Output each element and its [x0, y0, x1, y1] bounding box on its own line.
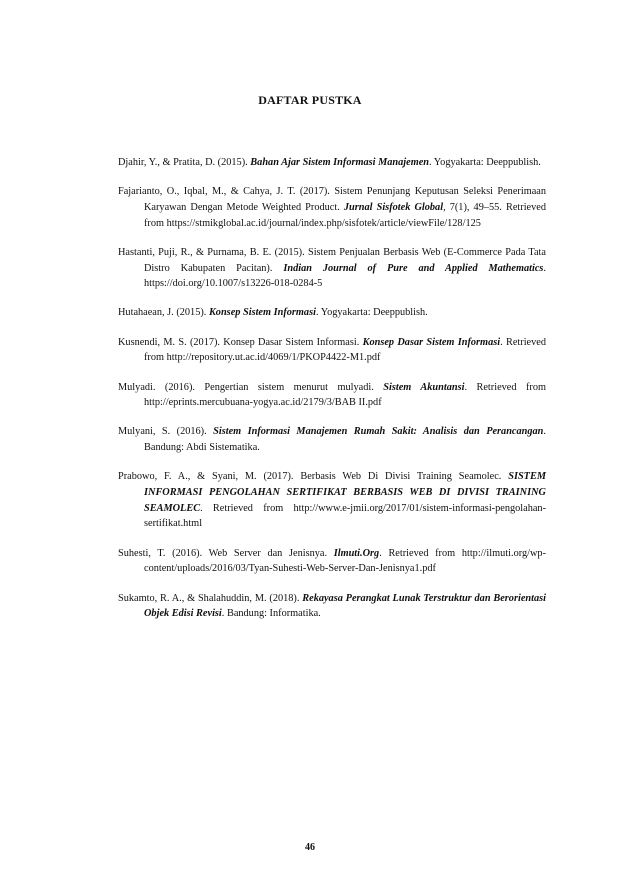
- page-number: 46: [305, 842, 315, 853]
- reference-entry: [118, 335, 546, 366]
- reference-text: Djahir, Y., & Pratita, D. (2015).: [118, 157, 251, 168]
- reference-title: Konsep Dasar Sistem Informasi: [362, 336, 501, 348]
- reference-source: . https://doi.org/10.1007/s13226-018-0284-5: [144, 262, 546, 290]
- reference-source: . Bandung: Informatika.: [221, 608, 321, 620]
- reference-source: , 7(1), 49–55. Retrieved from https://stmikglobal.ac.id/journal/index.php/sisfotek/article/viewFile/128/125: [144, 201, 546, 229]
- reference-title: Bahan Ajar Sistem Informasi Manajemen: [250, 157, 430, 168]
- reference-title: Rekayasa Perangkat Lunak Terstruktur dan Berorientasi Objek Edisi Revisi: [144, 592, 547, 620]
- reference-source: . Yogyakarta: Deeppublish.: [315, 307, 428, 319]
- reference-entry: [118, 184, 546, 231]
- reference-entry: [118, 155, 546, 171]
- reference-entry: [118, 546, 546, 577]
- reference-entry: [118, 305, 546, 321]
- reference-source: . Yogyakarta: Deeppublish.: [429, 157, 541, 168]
- reference-source: . Retrieved from http://ilmuti.org/wp-content/uploads/2016/03/Tyan-Suhesti-Web-Server-Dan-Jenisnya1.pdf: [144, 547, 547, 575]
- reference-entry: [118, 591, 546, 622]
- reference-text: Sukamto, R. A., & Shalahuddin, M. (2018).: [118, 592, 303, 604]
- reference-text: Kusnendi, M. S. (2017). Konsep Dasar Sistem Informasi.: [118, 336, 363, 348]
- reference-title: Sistem Akuntansi: [383, 381, 465, 393]
- reference-source: . Retrieved from http://www.e-jmii.org/2017/01/sistem-informasi-pengolahan-sertifikat.html: [144, 502, 546, 530]
- reference-source: . Retrieved from http://repository.ut.ac.id/4069/1/PKOP4422-M1.pdf: [144, 336, 546, 364]
- reference-source: . Retrieved from http://eprints.mercubuana-yogya.ac.id/2179/3/BAB II.pdf: [144, 381, 546, 409]
- reference-title: Jurnal Sisfotek Global: [343, 201, 444, 213]
- reference-entry: [118, 424, 546, 455]
- reference-entry: [118, 380, 546, 411]
- reference-title: Ilmuti.Org: [333, 547, 380, 559]
- reference-entry: [118, 469, 546, 532]
- reference-title: Konsep Sistem Informasi: [208, 307, 316, 319]
- reference-source: . Bandung: Abdi Sistematika.: [144, 426, 546, 454]
- reference-entry: [118, 245, 546, 292]
- reference-list: [118, 155, 546, 635]
- reference-text: Suhesti, T. (2016). Web Server dan Jenisnya.: [118, 547, 334, 559]
- reference-text: Prabowo, F. A., & Syani, M. (2017). Berbasis Web Di Divisi Training Seamolec.: [118, 471, 509, 483]
- reference-text: Hastanti, Puji, R., & Purnama, B. E. (2015). Sistem Penjualan Berbasis Web (E-Commerce Pada Tata Distro Kabupaten Pacitan).: [118, 246, 546, 274]
- reference-title: SISTEM INFORMASI PENGOLAHAN SERTIFIKAT BERBASIS WEB DI DIVISI TRAINING SEAMOLEC: [144, 471, 546, 514]
- reference-text: Mulyadi. (2016). Pengertian sistem menurut mulyadi.: [118, 381, 384, 393]
- reference-text: Hutahaean, J. (2015).: [118, 307, 209, 319]
- reference-text: Fajarianto, O., Iqbal, M., & Cahya, J. T. (2017). Sistem Penunjang Keputusan Seleksi Penerimaan Karyawan Dengan Metode Weighted Product.: [118, 186, 546, 213]
- reference-text: Mulyani, S. (2016).: [118, 426, 214, 438]
- page-title: DAFTAR PUSTKA: [258, 93, 362, 107]
- reference-title: Indian Journal of Pure and Applied Mathematics: [283, 262, 544, 274]
- reference-title: Sistem Informasi Manajemen Rumah Sakit: Analisis dan Perancangan: [213, 426, 544, 438]
